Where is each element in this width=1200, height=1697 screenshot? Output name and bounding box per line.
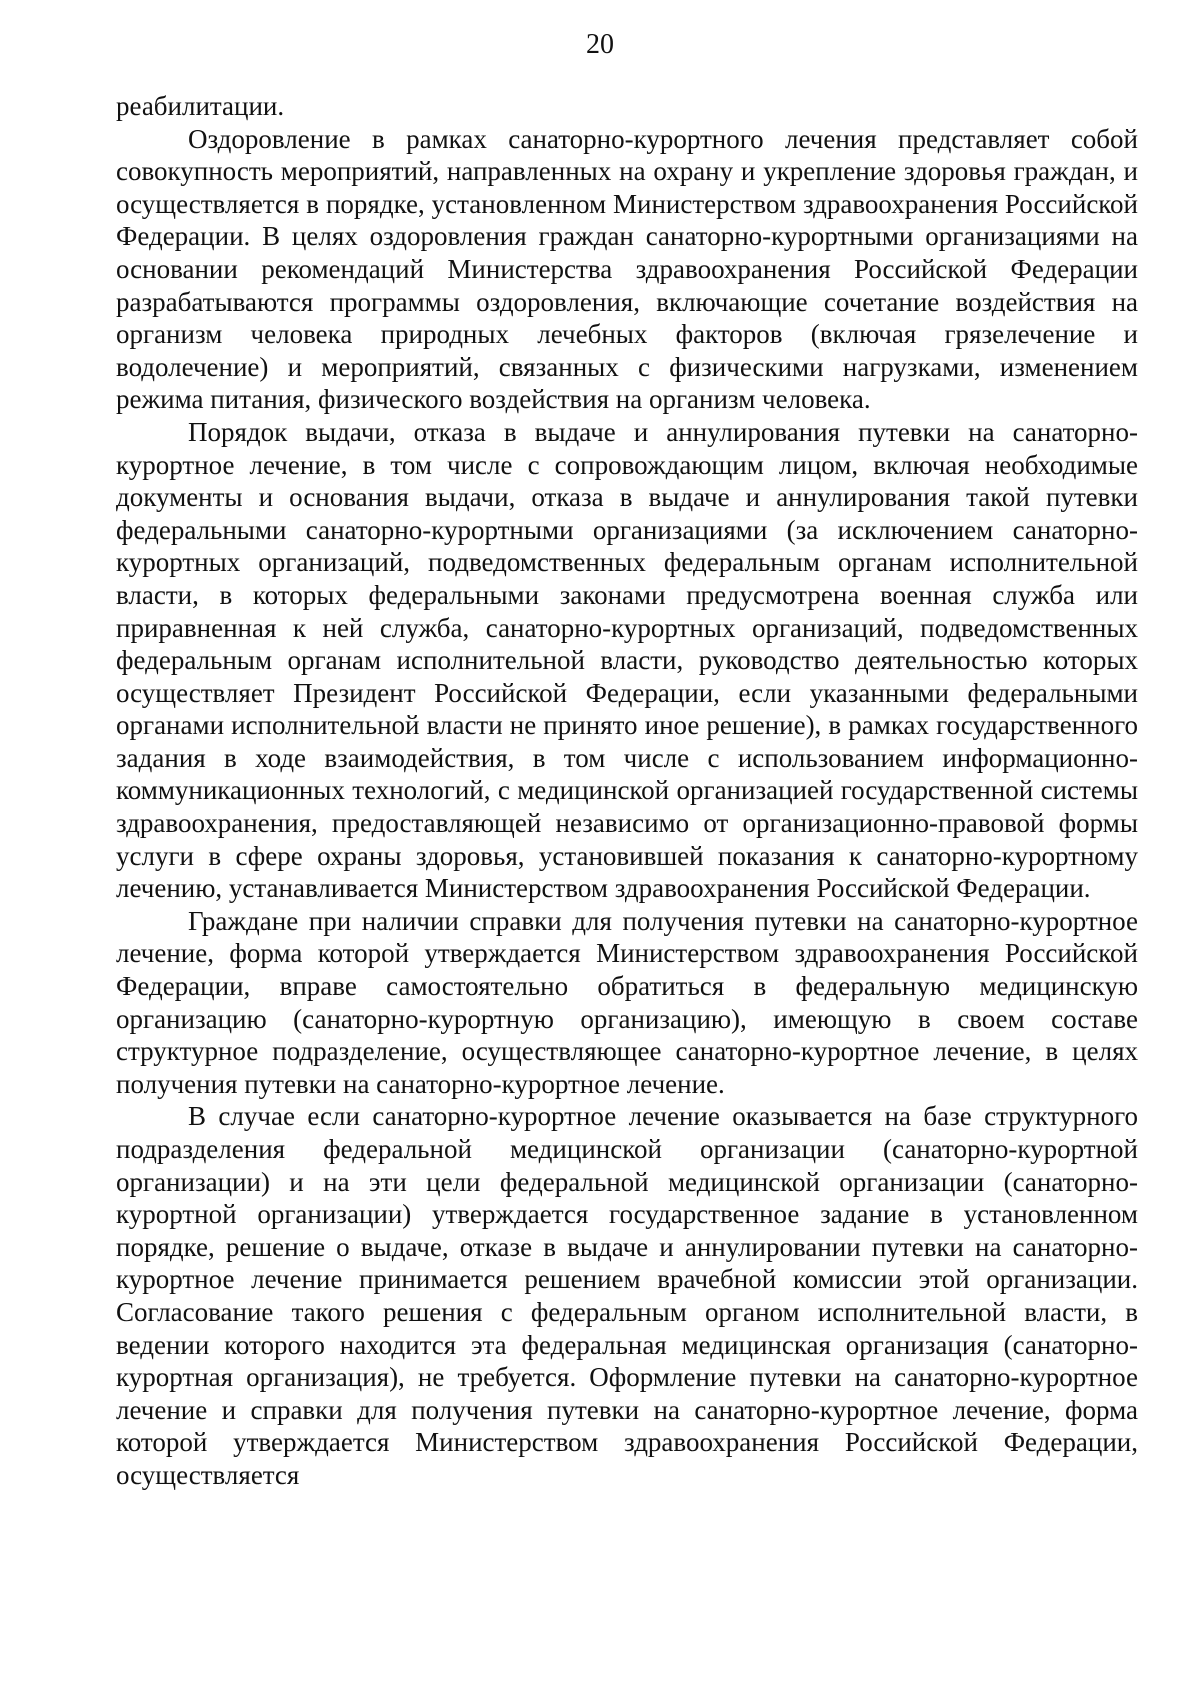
paragraph-citizens-certificate: Граждане при наличии справки для получения путевки на санаторно-курортное лечение, форма которой утверждается Министерством здравоохранения Российской Федерации, вправе самостоятельно обратиться в федеральную медицинскую организацию (санаторно-курортную организацию), имеющую в своем составе структурное подразделение, осуществляющее санаторно-курортное лечение, в целях получения путевки на санаторно-курортное лечение. (116, 905, 1138, 1099)
page-number: 20 (586, 29, 614, 60)
paragraph-continuation: реабилитации. (116, 91, 285, 121)
paragraph-voucher-procedure: Порядок выдачи, отказа в выдаче и аннулирования путевки на санаторно-курортное лечение, в том числе с сопровождающим лицом, включая необходимые документы и основания выдачи, отказа в выдаче и аннулирования такой путевки федеральными санаторно-курортными организациями (за исключением санаторно-курортных организаций, подведомственных федеральным органам исполнительной власти, в которых федеральными законами предусмотрена военная служба или приравненная к ней служба, санаторно-курортных организаций, подведомственных федеральным органам исполнительной власти, руководство деятельностью которых осуществляет Президент Российской Федерации, если указанными федеральными органами исполнительной власти не принято иное решение), в рамках государственного задания в ходе взаимодействия, в том числе с использованием информационно-коммуникационных технологий, с медицинской организацией государственной системы здравоохранения, предоставляющей независимо от организационно-правовой формы услуги в сфере охраны здоровья, установившей показания к санаторно-курортному лечению, устанавливается Министерством здравоохранения Российской Федерации. (116, 416, 1138, 904)
paragraph-health-improvement: Оздоровление в рамках санаторно-курортного лечения представляет собой совокупность мероприятий, направленных на охрану и укрепление здоровья граждан, и осуществляется в порядке, установленном Министерством здравоохранения Российской Федерации. В целях оздоровления граждан санаторно-курортными организациями на основании рекомендаций Министерства здравоохранения Российской Федерации разрабатываются программы оздоровления, включающие сочетание воздействия на организм человека природных лечебных факторов (включая грязелечение и водолечение) и мероприятий, связанных с физическими нагрузками, изменением режима питания, физического воздействия на организм человека. (116, 123, 1138, 415)
paragraph-federal-organization-case: В случае если санаторно-курортное лечение оказывается на базе структурного подразделения федеральной медицинской организации (санаторно-курортной организации) и на эти цели федеральной медицинской организации (санаторно-курортной организации) утверждается государственное задание в установленном порядке, решение о выдаче, отказе в выдаче и аннулировании путевки на санаторно-курортное лечение принимается решением врачебной комиссии этой организации. Согласование такого решения с федеральным органом исполнительной власти, в ведении которого находится эта федеральная медицинская организация (санаторно-курортная организация), не требуется. Оформление путевки на санаторно-курортное лечение и справки для получения путевки на санаторно-курортное лечение, форма которой утверждается Министерством здравоохранения Российской Федерации, осуществляется (116, 1101, 1138, 1490)
document-body (116, 90, 1138, 1492)
